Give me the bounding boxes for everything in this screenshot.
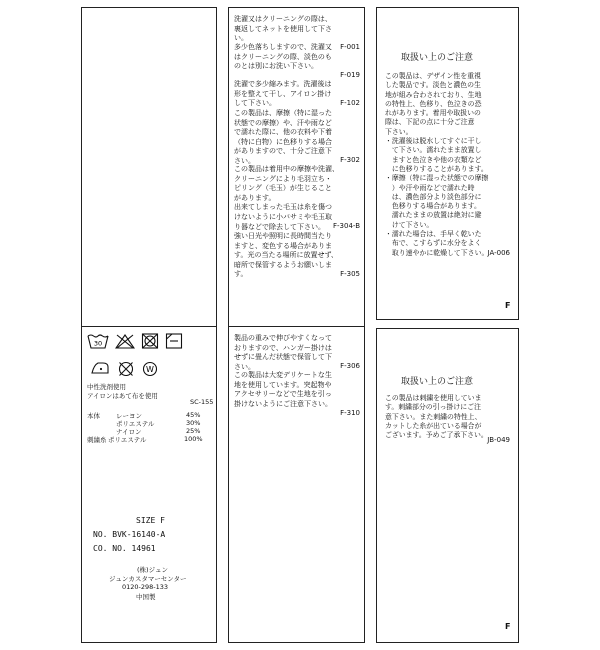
care-label-tag-1 (81, 7, 217, 643)
origin-label: 中国製 (136, 593, 156, 601)
wet-clean-letter: W (146, 365, 154, 374)
no-bleach-icon (115, 333, 135, 349)
caution-tag-dye-transfer (376, 7, 519, 320)
composition-pct: 100% (184, 435, 203, 443)
composition-pct: 45% (186, 411, 201, 419)
care-note-1: 中性洗剤使用 (87, 383, 126, 391)
care-text-block: 洗濯で多少縮みます。洗濯後は 形を整えて干し、アイロン掛け して下さい。 (234, 80, 332, 108)
no-dry-clean-icon (118, 361, 134, 377)
composition-part: 刺繍糸 (87, 436, 107, 444)
care-text-block: この製品は、摩擦（特に湿った 状態での摩擦）や、汗や雨など で濡れた際に、他の衣料や下着 （特に白物）に色移りする場合 がありますので、十分ご注意下 さい。 (234, 109, 332, 165)
care-code: F-001 (340, 43, 360, 51)
size-mark: F (505, 622, 511, 631)
care-code: F-306 (340, 362, 360, 370)
tag-fold-line (229, 326, 364, 327)
caution-title: 取扱い上のご注意 (401, 53, 474, 63)
care-code: F-305 (340, 270, 360, 278)
company-name: (株)ジュン (137, 566, 168, 574)
composition-material: レーヨン (116, 412, 142, 420)
care-text-block: 強い日光や照明に長時間当たり ますと、変色する場合がありま す。光の当たる場所に放置せず、 暗所で保管するようお願いしま す。 (234, 232, 338, 279)
composition-material: ポリエステル (108, 436, 147, 444)
wet-clean-icon (142, 361, 158, 377)
caution-text: この製品は刺繍を使用していま す。刺繍部分の引っ掛けにご注 意下さい。また刺繍の特性上、 カットした糸が出ている場合が ございます。予めご了承下さい。 (385, 394, 488, 440)
care-code: F-102 (340, 99, 360, 107)
wash-temp-label: 30 (93, 339, 103, 348)
size-label: SIZE F (136, 516, 165, 525)
care-text-block: 洗濯又はクリーニングの際は、 裏返してネットを使用して下さ い。 (234, 15, 332, 43)
care-code: SC-155 (190, 398, 214, 406)
care-text-block: この製品は着用中の摩擦や洗濯、 クリーニングにより毛羽立ち・ ピリング（毛玉）が生じること があります。 出来てしまった毛玉は糸を傷つ けないように小バサミや毛玉取 り器などで除去して下さい。 (234, 165, 339, 231)
composition-material: ポリエステル (116, 420, 155, 428)
care-code: F-302 (340, 156, 360, 164)
care-code: F-304-B (333, 222, 360, 230)
caution-code: JA-006 (487, 249, 510, 257)
co-number: CO. NO. 14961 (93, 544, 156, 553)
care-text-block: この製品は大変デリケートな生 地を使用しています。突起物や アクセサリーなどで生地を引っ 掛けないようにご注意下さい。 (234, 371, 332, 408)
phone-number: 0120-298-133 (122, 583, 169, 591)
no-tumble-dry-icon (141, 333, 159, 349)
care-text-block: 多少色落ちしますので、洗濯又 はクリーニングの際、淡色のも のとは別にお洗い下さい。 (234, 43, 332, 71)
iron-low-icon (90, 361, 110, 375)
caution-tag-embroidery (376, 328, 519, 643)
caution-text: この製品は、デザイン性を重視 した製品です。淡色と濃色の生 地が組み合わされており、生地 の特性上、色移り、色泣きの恐 れがあります。着用や取扱いの 際は、下記の点に十分ご注意 下さい。 ・洗濯後は脱水してすぐに干し て下さい。濡れたまま放置し ますと色泣きや他の衣類など に色移りすることがあります。 ・摩擦（特に湿った状態での摩擦 ）や汗や雨などで濡れた時 は、濃色部分より淡色部分に 色移りする場合があります。 濡れたままの放置は絶対に避 けて下さい。 ・濡れた場合は、手早く乾いた 布で、こすらずに水分をよく 取り速やかに乾燥して下さい。 (385, 72, 489, 257)
care-label-tag-2 (228, 7, 365, 643)
composition-pct: 30% (186, 419, 201, 427)
care-text-block: 製品の重みで伸びやすくなって おりますので、ハンガー掛けは せずに畳んだ状態で保管して下 さい。 (234, 334, 332, 371)
composition-material: ナイロン (116, 428, 142, 436)
tag-fold-line (82, 326, 216, 327)
customer-center: ジュンカスタマーセンター (109, 575, 187, 583)
care-code: F-019 (340, 71, 360, 79)
composition-pct: 25% (186, 427, 201, 435)
caution-code: JB-049 (487, 436, 510, 444)
caution-title: 取扱い上のご注意 (401, 377, 474, 387)
wash-30-icon (87, 333, 109, 349)
care-note-2: アイロンはあて布を使用 (87, 392, 158, 400)
care-code: F-310 (340, 409, 360, 417)
composition-part: 本体 (87, 412, 100, 420)
product-number: NO. BVK-16140-A (93, 530, 166, 539)
line-dry-shade-icon (165, 333, 183, 349)
size-mark: F (505, 301, 511, 310)
